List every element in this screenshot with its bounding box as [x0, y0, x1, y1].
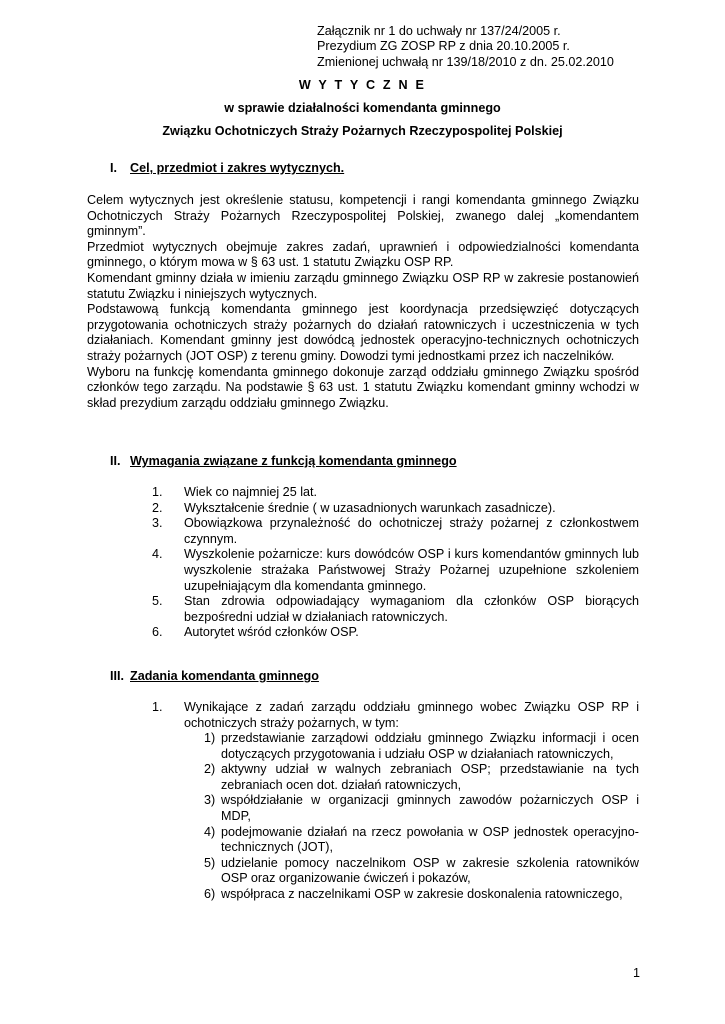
- list-item: 1. Wynikające z zadań zarządu oddziału gminnego wobec Związku OSP RP i ochotniczych straży pożarnych, w tym:: [152, 700, 639, 730]
- section-2-label: Wymagania związane z funkcją komendanta gminnego: [130, 454, 457, 468]
- list-item: 4) podejmowanie działań na rzecz powołania w OSP jednostek operacyjno-technicznych (JOT),: [204, 824, 639, 855]
- list-item: 6. Autorytet wśród członków OSP.: [152, 625, 359, 640]
- section-3-heading: [110, 669, 319, 685]
- paragraph: Wyboru na funkcję komendanta gminnego dokonuje zarząd oddziału gminnego Związku spośród członków tego zarządu. Na podstawie § 63 ust. 1 statutu Związku komendant gminny wchodzi w skład prezydium zarządu oddziału gminnego Związku.: [87, 364, 639, 410]
- paragraph: Podstawową funkcją komendanta gminnego jest koordynacja przedsięwzięć dotyczących przygotowania ochotniczych straży pożarnych do działań ratowniczych i uczestniczenia w tych działaniach. Komendant gminny jest dowódcą jednostek operacyjno-technicznych ochotniczych straży pożarnych (JOT OSP) z terenu gminy. Dowodzi tymi jednostkami przez ich naczelników.: [87, 302, 639, 363]
- list-item: 3) współdziałanie w organizacji gminnych zawodów pożarniczych OSP i MDP,: [204, 793, 639, 823]
- list-item: 3. Obowiązkowa przynależność do ochotniczej straży pożarnej z członkostwem czynnym.: [152, 516, 639, 546]
- paragraph: Przedmiot wytycznych obejmuje zakres zadań, uprawnień i odpowiedzialności komendanta gminnego, o którym mowa w § 63 ust. 1 statutu Związku OSP RP.: [87, 239, 639, 270]
- document-subtitle-1: w sprawie działalności komendanta gminnego: [224, 101, 501, 115]
- header-line-1: Załącznik nr 1 do uchwały nr 137/24/2005 r.: [317, 24, 561, 38]
- header-line-2: Prezydium ZG ZOSP RP z dnia 20.10.2005 r.: [317, 39, 570, 54]
- attachment-header: [317, 24, 677, 70]
- section-2-heading: [110, 454, 457, 470]
- section-1-body: [87, 193, 639, 411]
- list-item: 5) udzielanie pomocy naczelnikom OSP w zakresie szkolenia ratowników OSP oraz organizowanie ćwiczeń i pokazów,: [204, 855, 639, 886]
- list-item: 4. Wyszkolenie pożarnicze: kurs dowódców OSP i kurs komendantów gminnych lub wyszkolenie strażaka Państwowej Straży Pożarnej uzupełnione szkoleniem uzupełniającym dla komendanta gminnego.: [152, 547, 639, 593]
- list-item: 6) współpraca z naczelnikami OSP w zakresie doskonalenia ratowniczego,: [204, 886, 623, 901]
- list-item: 1. Wiek co najmniej 25 lat.: [152, 485, 317, 499]
- section-3-label: Zadania komendanta gminnego: [130, 669, 319, 683]
- section-1-number: I.: [110, 161, 117, 175]
- page-number: 1: [632, 966, 640, 980]
- paragraph: Celem wytycznych jest określenie statusu, kompetencji i rangi komendanta gminnego Związku Ochotniczych Straży Pożarnych Rzeczypospolitej Polskiej, zwanego dalej „komendantem gminnym”.: [87, 193, 639, 239]
- list-item: 5. Stan zdrowia odpowiadający wymaganiom dla członków OSP biorących bezpośredni udział w działaniach ratowniczych.: [152, 594, 639, 624]
- section-1-heading: [110, 161, 344, 177]
- section-2-number: II.: [110, 454, 121, 468]
- section-3-number: III.: [110, 669, 124, 683]
- document-title: W Y T Y C Z N E: [298, 78, 427, 92]
- tasks-sublist: [204, 731, 639, 903]
- section-1-label: Cel, przedmiot i zakres wytycznych.: [130, 161, 345, 175]
- list-item: 1) przedstawianie zarządowi oddziału gminnego Związku informacji i ocen dotyczących przygotowania i udziału OSP w działaniach ratowniczych,: [204, 731, 639, 761]
- header-line-3: Zmienionej uchwałą nr 139/18/2010 z dn. 25.02.2010: [317, 54, 614, 69]
- paragraph: Komendant gminny działa w imieniu zarządu gminnego Związku OSP RP w zakresie postanowień statutu Związku i niniejszych wytycznych.: [87, 270, 639, 301]
- list-item: 2. Wykształcenie średnie ( w uzasadnionych warunkach zasadnicze).: [152, 500, 556, 515]
- list-item: 2) aktywny udział w walnych zebraniach OSP; przedstawianie na tych zebraniach ocen dot. działań ratowniczych,: [204, 762, 639, 792]
- document-subtitle-2: Związku Ochotniczych Straży Pożarnych Rzeczypospolitej Polskiej: [162, 124, 563, 138]
- tasks-list: [150, 700, 639, 731]
- requirements-list: [150, 485, 639, 641]
